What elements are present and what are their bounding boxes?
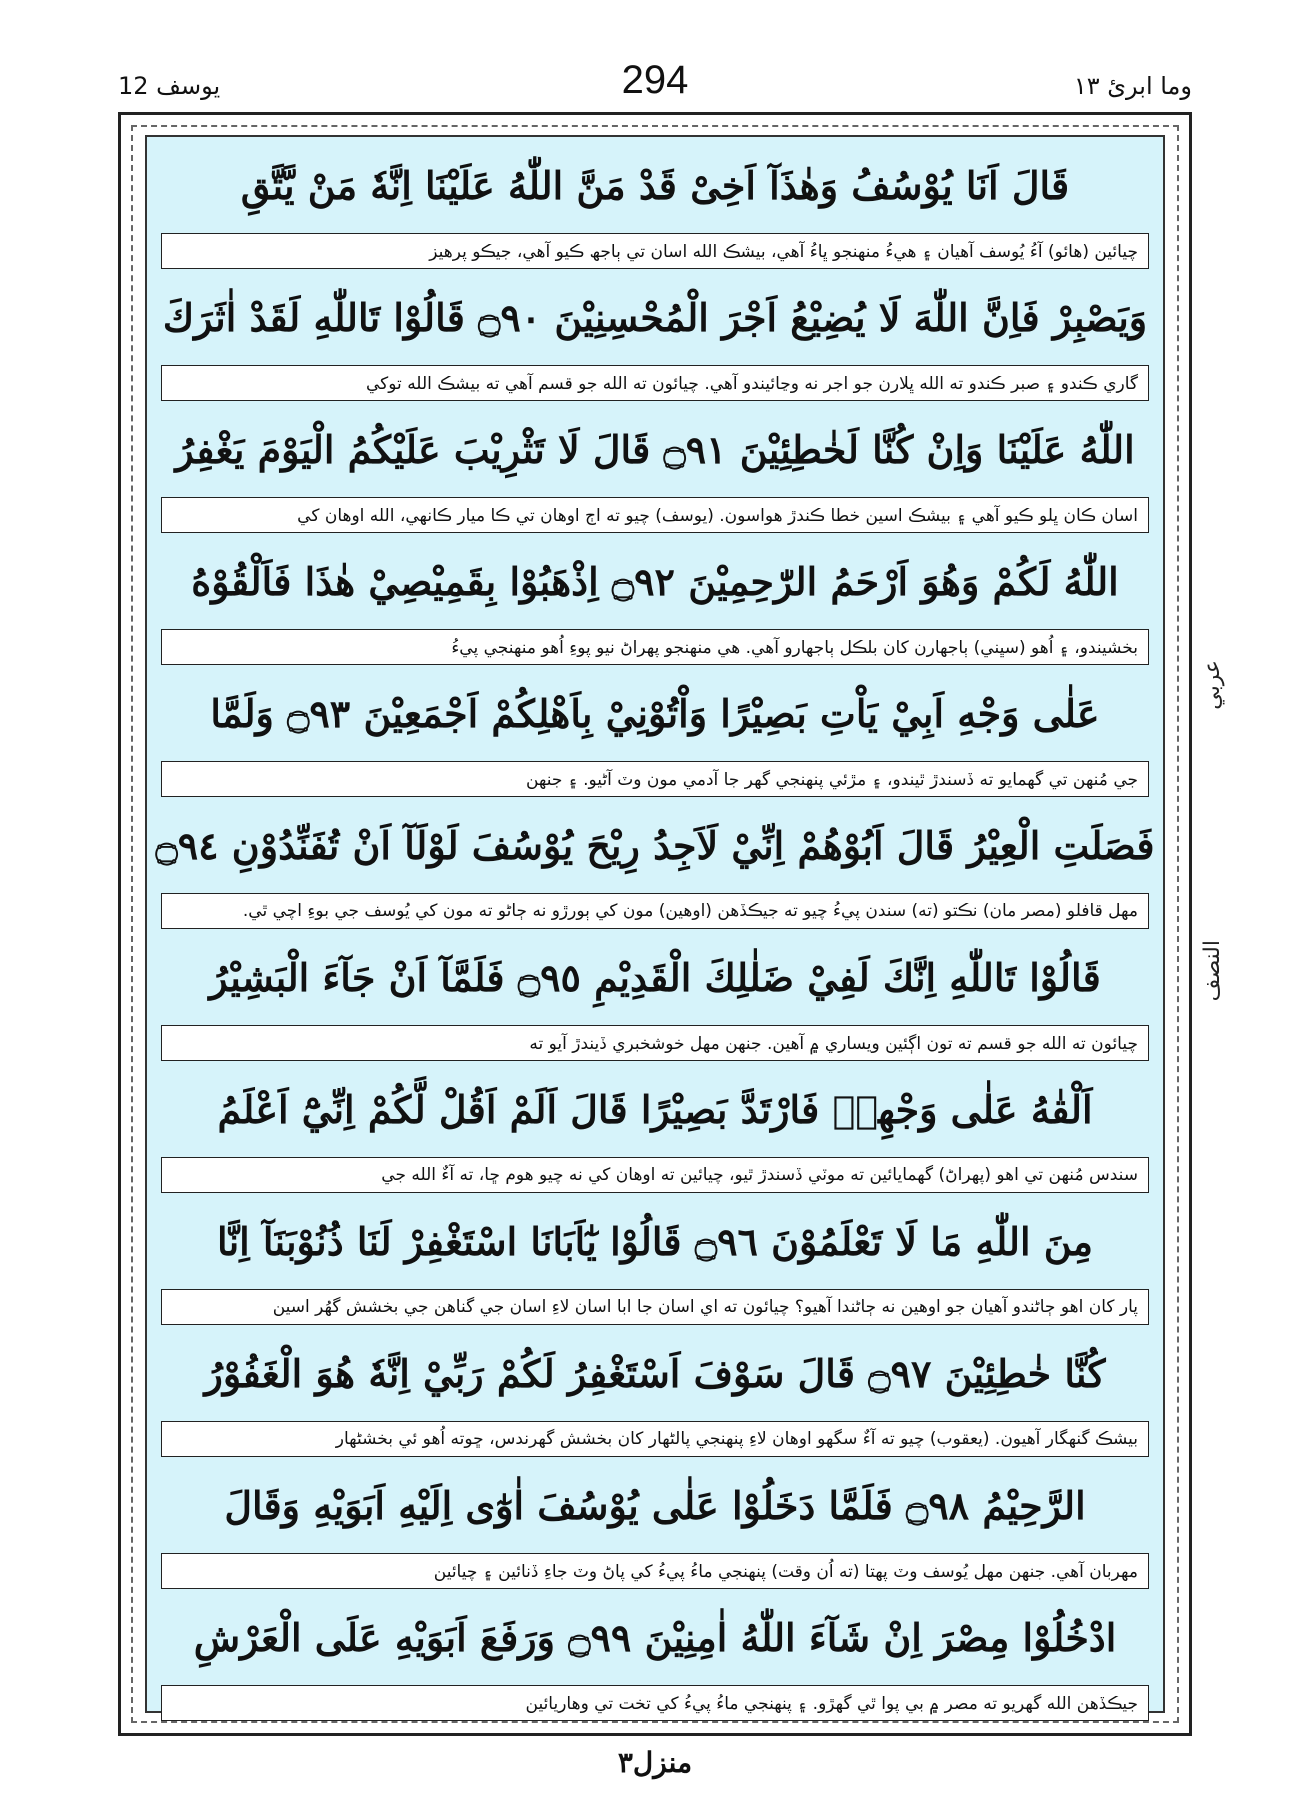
arabic-verse-line: اللّٰهُ لَكُمْ وَهُوَ اَرْحَمُ الرّٰحِمِيْنَ ۝٩٢ اِذْهَبُوْا بِقَمِيْصِيْ هٰذَا فَاَلْقُوْهُ [191,558,1119,604]
sindhi-translation-line: سندس مُنهن تي اهو (پهراڻ) گهمايائين ته موٽي ڏسندڙ ٿيو، چيائين ته اوهان کي نه چيو هوم ڇا، ته آءٌ الله جي [161,1157,1149,1193]
sindhi-translation-line: بخشيندو، ۽ اُهو (سڀني) ٻاجھارن کان بلڪل ٻاجھارو آهي. هي منهنجو پهراڻ نيو پوءِ اُهو منهنجي پيءُ [161,629,1149,665]
sindhi-translation-line: جيڪڏهن الله گهريو ته مصر ۾ بي پوا ٿي گهڙو. ۽ پنهنجي ماءُ پيءُ کي تخت تي وهاريائين [161,1685,1149,1721]
surah-label: يوسف 12 [118,72,221,100]
verse-row [147,1325,1163,1457]
verse-row [147,533,1163,665]
verse-row [147,1061,1163,1193]
verse-row [147,1457,1163,1589]
arabic-verse-line: الرَّحِيْمُ ۝٩٨ فَلَمَّا دَخَلُوْا عَلٰى يُوْسُفَ اٰوٰٓى اِلَيْهِ اَبَوَيْهِ وَقَالَ [224,1482,1086,1528]
verse-row [147,797,1163,929]
margin-note-ruku: عربي [1200,660,1225,710]
arabic-verse-line: مِنَ اللّٰهِ مَا لَا تَعْلَمُوْنَ ۝٩٦ قَالُوْا يٰٓاَبَانَا اسْتَغْفِرْ لَنَا ذُنُوْبَنَآ اِنَّا [216,1218,1094,1264]
verse-row [147,929,1163,1061]
page-header [118,58,1192,110]
page-number: 294 [621,58,689,102]
arabic-verse-line: اللّٰهُ عَلَيْنَا وَاِنْ كُنَّا لَخٰطِئِيْنَ ۝٩١ قَالَ لَا تَثْرِيْبَ عَلَيْكُمُ الْيَوْمَ يَغْفِرُ [175,426,1135,472]
sindhi-translation-line: مهربان آهي. جنهن مهل يُوسف وٽ پهتا (ته اُن وقت) پنهنجي ماءُ پيءُ کي پاڻ وٽ جاءِ ڏنائين ۽ چيائين [161,1553,1149,1589]
verse-row [147,401,1163,533]
arabic-verse-line: وَيَصْبِرْ فَاِنَّ اللّٰهَ لَا يُضِيْعُ اَجْرَ الْمُحْسِنِيْنَ ۝٩٠ قَالُوْا تَاللّٰهِ لَقَدْ اٰثَرَكَ [162,294,1148,340]
verse-row [147,1193,1163,1325]
page-frame [118,112,1192,1736]
juz-label: وما ابرئ ١٣ [1073,72,1192,100]
sindhi-translation-line: اسان ڪان ڀلو ڪيو آهي ۽ بيشڪ اسين خطا ڪندڙ هواسون. (يوسف) چيو ته اڄ اوهان تي ڪا ميار ڪانهي، الله اوهان کي [161,497,1149,533]
sindhi-translation-line: جي مُنهن تي گهمايو ته ڏسندڙ ٿيندو، ۽ مڙئي پنهنجي گهر جا آدمي مون وٽ آڻيو. ۽ جنهن [161,761,1149,797]
arabic-verse-line: كُنَّا خٰطِئِيْنَ ۝٩٧ قَالَ سَوْفَ اَسْتَغْفِرُ لَكُمْ رَبِّيْ اِنَّهٗ هُوَ الْغَفُوْرُ [204,1350,1106,1396]
verse-row [147,137,1163,269]
arabic-verse-line: ادْخُلُوْا مِصْرَ اِنْ شَآءَ اللّٰهُ اٰمِنِيْنَ ۝٩٩ وَرَفَعَ اَبَوَيْهِ عَلَى الْعَرْشِ [193,1614,1117,1660]
verse-row [147,269,1163,401]
arabic-verse-line: قَالُوْا تَاللّٰهِ اِنَّكَ لَفِيْ ضَلٰلِكَ الْقَدِيْمِ ۝٩٥ فَلَمَّآ اَنْ جَآءَ الْبَشِيْرُ [209,954,1101,1000]
sindhi-translation-line: چيائين (هائو) آءُ يُوسف آهيان ۽ هيءُ منهنجو ڀاءُ آهي، بيشڪ الله اسان تي ٻاجھ ڪيو آهي، جيڪو پرهيز [161,233,1149,269]
arabic-verse-line: قَالَ اَنَا يُوْسُفُ وَهٰذَآ اَخِیْ قَدْ مَنَّ اللّٰهُ عَلَيْنَا اِنَّهٗ مَنْ يَّتَّقِ [240,162,1070,208]
arabic-verse-line: عَلٰى وَجْهِ اَبِيْ يَاْتِ بَصِيْرًا وَاْتُوْنِيْ بِاَهْلِكُمْ اَجْمَعِيْنَ ۝٩٣ وَلَمَّا [210,690,1100,736]
verse-row [147,1589,1163,1721]
text-area [145,135,1165,1713]
sindhi-translation-line: گاري ڪندو ۽ صبر ڪندو ته الله ڀلارن جو اجر نه وڃائيندو آهي. چيائون ته الله جو قسم آهي ته بيشڪ الله توکي [161,365,1149,401]
margin-note-nisf: النصف [1200,940,1225,1002]
arabic-verse-line: اَلْقٰهُ عَلٰى وَجْهِهٖ فَارْتَدَّ بَصِيْرًا قَالَ اَلَمْ اَقُلْ لَّكُمْ اِنِّيْٓ اَعْلَمُ [217,1086,1093,1132]
sindhi-translation-line: بيشڪ گنهگار آهيون. (يعقوب) چيو ته آءٌ سگهو اوهان لاءِ پنهنجي پالڻهار کان بخشش گهرندس، ڇوته اُهو ئي بخشڻهار [161,1421,1149,1457]
arabic-verse-line: فَصَلَتِ الْعِيْرُ قَالَ اَبُوْهُمْ اِنِّيْ لَاَجِدُ رِيْحَ يُوْسُفَ لَوْلَآ اَنْ تُفَنِّدُوْنِ ۝٩٤ [155,822,1155,868]
sindhi-translation-line: چيائون ته الله جو قسم ته تون اڳئين ويساري ۾ آهين. جنهن مهل خوشخبري ڏيندڙ آيو ته [161,1025,1149,1061]
manzil-footer: منزل٣ [617,1746,693,1779]
sindhi-translation-line: پار کان اهو ڄاڻندو آهيان جو اوهين نه ڄاڻندا آهيو؟ چيائون ته اي اسان جا ابا اسان لاءِ اسان جي گناهن جي بخشش گهُر اسين [161,1289,1149,1325]
verse-row [147,665,1163,797]
sindhi-translation-line: مهل قافلو (مصر مان) نڪتو (ته) سندن پيءُ چيو ته جيڪڏهن (اوهين) مون کي ٻورڙو نه ڄاڻو ته مون کي يُوسف جي بوءِ اچي ٿي. [161,893,1149,929]
